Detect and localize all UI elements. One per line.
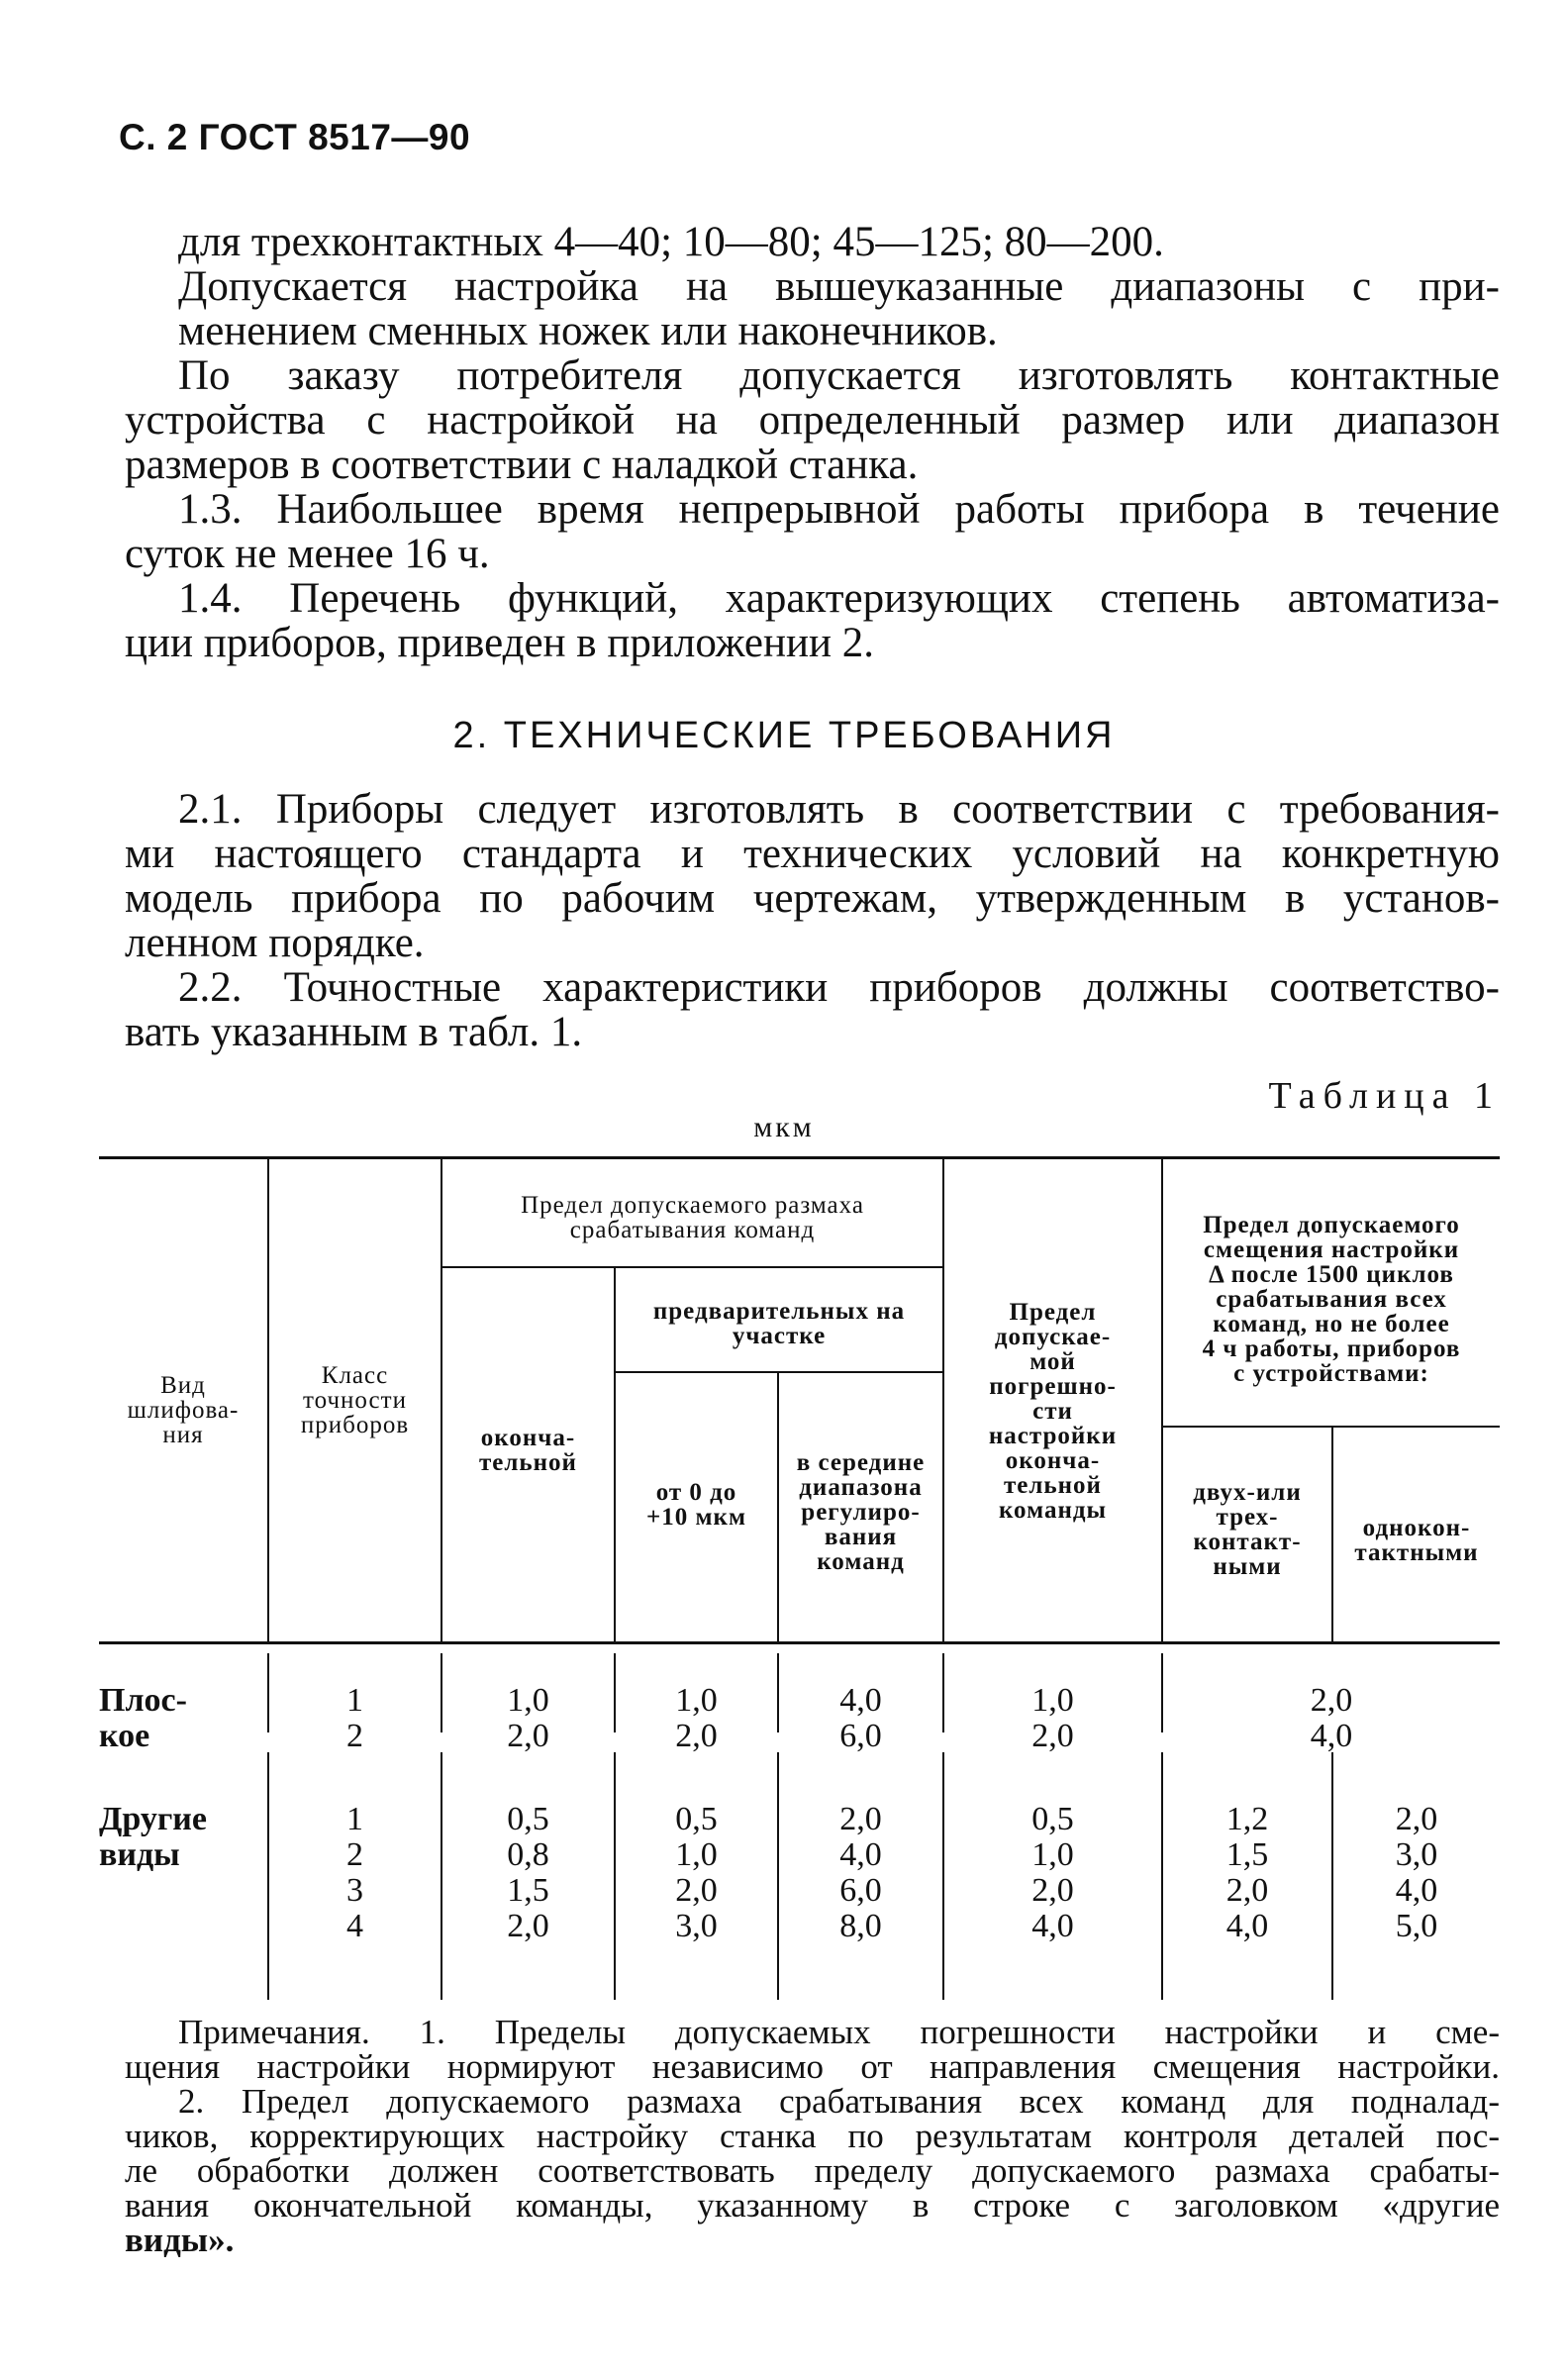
header-line: срабатывания всех	[1216, 1286, 1447, 1313]
header-line: контакт-	[1193, 1529, 1302, 1555]
header-line: приборов	[300, 1412, 410, 1438]
row-label-line: Другие	[99, 1801, 207, 1837]
header-line: предварительных на	[652, 1298, 906, 1325]
header-line: Класс	[321, 1362, 389, 1389]
cell-value: 2,0	[675, 1872, 718, 1909]
note-line: 2. Предел допускаемого размаха срабатывания всех команд для подналад-	[178, 2082, 1500, 2121]
cell-value: 6,0	[839, 1872, 882, 1909]
header-line: мой	[1029, 1348, 1076, 1375]
cell-value: 2,0	[1031, 1872, 1074, 1909]
cell-value: 2,0	[507, 1908, 549, 1944]
row-label-line: кое	[99, 1718, 150, 1754]
section-title: 2. ТЕХНИЧЕСКИЕ ТРЕБОВАНИЯ	[452, 715, 1116, 756]
cell-value: 3,0	[675, 1908, 718, 1944]
table-top-rule	[99, 1156, 1500, 1159]
cell-value: 2,0	[507, 1718, 549, 1754]
header-vid	[99, 1373, 267, 1447]
cell-value: 1,0	[507, 1682, 549, 1719]
text-line: 2.1. Приборы следует изготовлять в соответствии с требования-	[178, 786, 1500, 833]
cell-value: 1,2	[1225, 1801, 1269, 1837]
cell-value: 6,0	[839, 1718, 882, 1754]
header-line: вания	[824, 1524, 898, 1550]
table-notes	[125, 2013, 1500, 2259]
cell-value: 3	[346, 1872, 363, 1909]
header-line: допускае-	[994, 1324, 1112, 1350]
header-line: тельной	[479, 1449, 577, 1476]
header-line: 4 ч работы, приборов	[1202, 1335, 1461, 1362]
cell-pogr	[944, 1683, 1161, 1754]
header-ot0	[616, 1480, 777, 1530]
cell-value: 1,0	[1031, 1682, 1074, 1719]
header-line: диапазона	[799, 1474, 923, 1501]
header-line: команд, но не более	[1213, 1311, 1450, 1337]
cell-odno	[1333, 1802, 1500, 1944]
cell-seredine	[779, 1802, 942, 1944]
cell-value: 4,0	[1310, 1718, 1353, 1754]
note-line: виды».	[125, 2221, 235, 2259]
header-line: однокон-	[1362, 1515, 1471, 1541]
text-line: устройства с настройкой на определенный размер или диапазон	[125, 397, 1500, 444]
table-header-rule	[99, 1641, 1500, 1644]
cell-value: 1,0	[675, 1836, 718, 1873]
cell-value: 1	[346, 1682, 363, 1719]
note-line: Примечания. 1. Пределы допускаемых погрешности настройки и сме-	[178, 2013, 1500, 2051]
header-line: ными	[1213, 1553, 1282, 1580]
header-line: трех-	[1216, 1504, 1279, 1531]
cell-value: 8,0	[839, 1908, 882, 1944]
cell-value: 4	[346, 1908, 363, 1944]
header-seredine	[779, 1450, 942, 1574]
cell-klass	[269, 1802, 441, 1944]
cell-pogr	[944, 1802, 1161, 1944]
header-line: команд	[817, 1548, 905, 1575]
text-line: суток не менее 16 ч.	[125, 531, 490, 577]
cell-value: 1,5	[507, 1872, 549, 1909]
cell-okonch	[442, 1683, 614, 1754]
text-line: ленном порядке.	[125, 920, 425, 966]
cell-value: 1	[346, 1801, 363, 1837]
cell-value: 3,0	[1395, 1836, 1438, 1873]
section-text	[125, 786, 1500, 1055]
cell-value: 4,0	[1225, 1908, 1269, 1944]
text-line: Допускается настройка на вышеуказанные диапазоны с при-	[178, 263, 1500, 310]
header-line: +10 мкм	[646, 1504, 746, 1531]
header-line: ния	[162, 1422, 204, 1448]
text-line: 1.4. Перечень функций, характеризующих степень автоматиза-	[178, 575, 1500, 622]
cell-value: 4,0	[839, 1682, 882, 1719]
cell-value: 0,5	[507, 1801, 549, 1837]
text-line: 2.2. Точностные характеристики приборов должны соответство-	[178, 964, 1500, 1011]
header-line: Предел допускаемого	[1203, 1212, 1460, 1238]
table-rule	[442, 1266, 942, 1268]
cell-value: 2,0	[839, 1801, 882, 1837]
row-label-line: Плос-	[99, 1682, 187, 1719]
intro-text	[125, 219, 1500, 666]
text-line: модель прибора по рабочим чертежам, утвержденным в установ-	[125, 875, 1500, 922]
text-line: менением сменных ножек или наконечников.	[178, 308, 998, 354]
cell-smesh-merged	[1163, 1683, 1500, 1754]
cell-dvuh	[1163, 1802, 1331, 1944]
cell-value: 2,0	[1031, 1718, 1074, 1754]
header-line: срабатывания команд	[569, 1217, 816, 1243]
header-line: в середине	[796, 1449, 926, 1476]
cell-value: 1,5	[1225, 1836, 1269, 1873]
note-line: чиков, корректирующих настройку станка по результатам контроля деталей пос-	[125, 2117, 1500, 2155]
header-odno	[1333, 1516, 1500, 1565]
header-klass	[269, 1363, 441, 1437]
header-line: регулиро-	[801, 1499, 921, 1526]
header-pogr	[944, 1300, 1161, 1523]
cell-value: 2,0	[675, 1718, 718, 1754]
cell-value: 2	[346, 1718, 363, 1754]
text-line: ции приборов, приведен в приложении 2.	[125, 620, 875, 666]
header-line: команды	[998, 1497, 1108, 1524]
header-line: Δ после 1500 циклов	[1209, 1261, 1454, 1288]
header-line: шлифова-	[127, 1397, 240, 1424]
cell-value: 2,0	[1310, 1682, 1353, 1719]
cell-ot0	[616, 1802, 777, 1944]
cell-value: 4,0	[1031, 1908, 1074, 1944]
text-line: размеров в соответствии с наладкой станка.	[125, 442, 919, 488]
header-line: Вид	[160, 1372, 206, 1399]
header-line: погрешно-	[989, 1373, 1117, 1400]
cell-value: 1,0	[1031, 1836, 1074, 1873]
header-line: смещения настройки	[1203, 1236, 1460, 1263]
row-label-drugie	[99, 1802, 207, 1873]
header-line: точности	[303, 1387, 407, 1414]
cell-value: 2	[346, 1836, 363, 1873]
header-line: Предел	[1009, 1299, 1097, 1326]
cell-klass	[269, 1683, 441, 1754]
row-label-line: виды	[99, 1836, 180, 1873]
text-line: вать указанным в табл. 1.	[125, 1009, 583, 1055]
note-line: щения настройки нормируют независимо от направления смещения настройки.	[125, 2047, 1500, 2086]
header-predvar	[616, 1299, 942, 1348]
header-smesh	[1163, 1213, 1500, 1386]
cell-value: 5,0	[1395, 1908, 1438, 1944]
header-line: Предел допускаемого размаха	[521, 1192, 864, 1219]
cell-value: 2,0	[1395, 1801, 1438, 1837]
cell-value: 1,0	[675, 1682, 718, 1719]
cell-value: 4,0	[1395, 1872, 1438, 1909]
cell-ot0	[616, 1683, 777, 1754]
header-line: двух-или	[1193, 1479, 1302, 1506]
header-line: тельной	[1004, 1472, 1102, 1499]
accuracy-table	[99, 1153, 1500, 2005]
header-line: с устройствами:	[1233, 1360, 1429, 1387]
text-line: По заказу потребителя допускается изготовлять контактные	[178, 352, 1500, 399]
header-line: тактными	[1354, 1539, 1479, 1566]
table-unit: мкм	[753, 1111, 815, 1143]
note-line: вания окончательной команды, указанному в строке с заголовком «другие	[125, 2186, 1500, 2225]
cell-seredine	[779, 1683, 942, 1754]
header-line: оконча-	[1005, 1447, 1101, 1474]
header-line: участке	[732, 1323, 827, 1349]
header-razmah	[442, 1193, 942, 1242]
text-line: для трехконтактных 4—40; 10—80; 45—125; 80—200.	[178, 219, 1164, 265]
header-dvuh	[1163, 1480, 1331, 1579]
table-caption: Таблица 1	[1268, 1075, 1501, 1117]
header-okonch	[442, 1426, 614, 1475]
cell-value: 0,5	[675, 1801, 718, 1837]
note-line: ле обработки должен соответствовать пределу допускаемого размаха срабаты-	[125, 2151, 1500, 2190]
cell-okonch	[442, 1802, 614, 1944]
cell-value: 4,0	[839, 1836, 882, 1873]
cell-value: 2,0	[1225, 1872, 1269, 1909]
header-line: от 0 до	[655, 1479, 737, 1506]
row-label-ploskoe	[99, 1683, 187, 1754]
text-line: 1.3. Наибольшее время непрерывной работы прибора в течение	[178, 486, 1500, 533]
header-line: оконча-	[480, 1425, 576, 1451]
header-line: сти	[1032, 1398, 1073, 1425]
page-header: С. 2 ГОСТ 8517—90	[119, 117, 471, 157]
cell-value: 0,5	[1031, 1801, 1074, 1837]
header-line: настройки	[988, 1423, 1118, 1449]
text-line: ми настоящего стандарта и технических условий на конкретную	[125, 831, 1500, 877]
cell-value: 0,8	[507, 1836, 549, 1873]
